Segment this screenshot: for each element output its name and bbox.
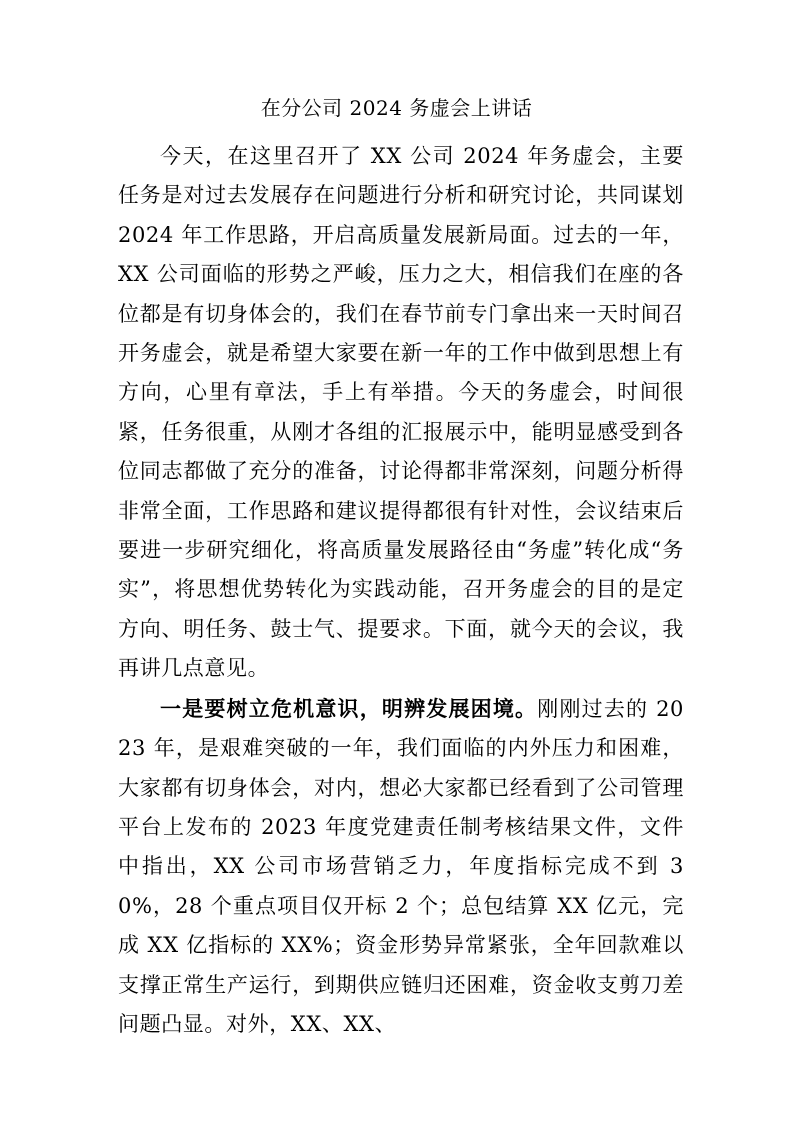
paragraph-intro <box>118 136 684 689</box>
paragraph-point-one <box>118 689 684 1045</box>
document-title: 在分公司 2024 务虚会上讲话 <box>260 96 533 120</box>
paragraph-lead: 一是要树立危机意识，明辨发展困境。 <box>160 695 538 721</box>
document-body <box>118 136 684 1044</box>
paragraph-text: 刚刚过去的 2023 年，是艰难突破的一年，我们面临的内外压力和困难，大家都有切身体会，对内，想必大家都已经看到了公司管理平台上发布的 2023 年度党建责任制考核结果文件，文件中指出，XX 公司市场营销乏力，年度指标完成不到 30%，28 个重点项目仅开标 2 个；总包结算 XX 亿元，完成 XX 亿指标的 XX%；资金形势异常紧张，全年回款难以支撑正常生产运行，到期供应链归还困难，资金收支剪刀差问题凸显。对外，XX、XX、 <box>118 696 684 1036</box>
paragraph-text: 今天，在这里召开了 XX 公司 2024 年务虚会，主要任务是对过去发展存在问题进行分析和研究讨论，共同谋划 2024 年工作思路，开启高质量发展新局面。过去的一年，XX 公司面临的形势之严峻，压力之大，相信我们在座的各位都是有切身体会的，我们在春节前专门拿出来一天时间召开务虚会，就是希望大家要在新一年的工作中做到思想上有方向，心里有章法，手上有举措。今天的务虚会，时间很紧，任务很重，从刚才各组的汇报展示中，能明显感受到各位同志都做了充分的准备，讨论得都非常深刻，问题分析得非常全面，工作思路和建议提得都很有针对性，会议结束后要进一步研究细化，将高质量发展路径由“务虚”转化成“务实”，将思想优势转化为实践动能，召开务虚会的目的是定方向、明任务、鼓士气、提要求。下面，就今天的会议，我再讲几点意见。 <box>118 144 684 681</box>
